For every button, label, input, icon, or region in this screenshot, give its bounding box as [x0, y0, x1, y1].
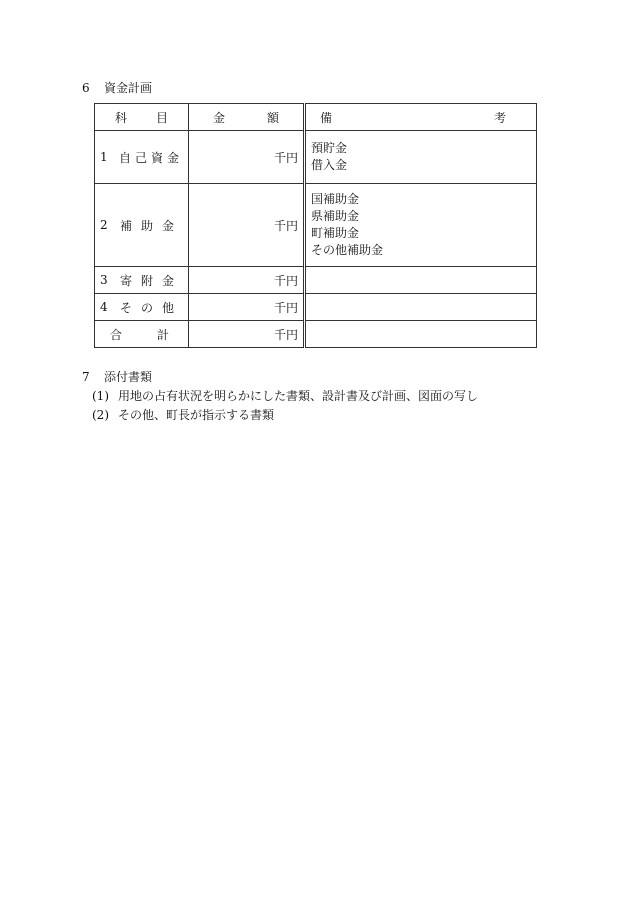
- attachment-item: [92, 408, 274, 422]
- row-remarks: [305, 267, 537, 294]
- header-subject-char-1: 科: [115, 110, 128, 125]
- total-label-char-2: 計: [156, 327, 169, 342]
- table-row: [95, 267, 537, 294]
- remark-line: 町補助金: [311, 226, 360, 240]
- attachment-marker: (2): [92, 408, 109, 422]
- row-number: 1: [100, 150, 108, 164]
- section-6-title: 資金計画: [104, 81, 153, 95]
- header-subject: [95, 104, 189, 131]
- attachment-item: [92, 389, 478, 403]
- row-remarks: [305, 184, 537, 267]
- row-subject: [95, 184, 189, 267]
- section-7-number: 7: [82, 370, 90, 384]
- row-remarks: [305, 131, 537, 184]
- header-remarks-char-1: 備: [320, 110, 333, 125]
- attachment-marker: (1): [92, 389, 109, 403]
- table-total-row: [95, 321, 537, 348]
- row-label: 自己資金: [118, 150, 183, 165]
- section-7-heading: [82, 370, 152, 384]
- total-amount: 千円: [189, 321, 305, 348]
- row-number: 2: [100, 218, 108, 232]
- header-subject-char-2: 目: [155, 110, 168, 125]
- section-6-heading: [82, 81, 152, 95]
- table-row: [95, 184, 537, 267]
- total-label: [95, 321, 189, 348]
- row-number: 4: [100, 300, 108, 314]
- table-row: [95, 131, 537, 184]
- row-number: 3: [100, 273, 108, 287]
- remark-line: その他補助金: [311, 243, 384, 257]
- row-subject: [95, 131, 189, 184]
- row-subject: [95, 294, 189, 321]
- row-label: 寄附金: [119, 273, 183, 288]
- remark-line: 借入金: [311, 158, 348, 172]
- header-remarks-char-2: 考: [493, 110, 506, 125]
- header-amount-char-1: 金: [213, 110, 226, 125]
- row-remarks: [305, 294, 537, 321]
- total-remarks: [305, 321, 537, 348]
- remark-line: 預貯金: [311, 141, 348, 155]
- attachment-text: その他、町長が指示する書類: [118, 408, 275, 422]
- section-6-number: 6: [82, 81, 90, 95]
- row-amount: 千円: [189, 294, 305, 321]
- row-label: その他: [119, 300, 183, 315]
- header-amount-char-2: 額: [266, 110, 279, 125]
- header-amount: [189, 104, 305, 131]
- funding-plan-table: [94, 103, 537, 348]
- row-amount: 千円: [189, 131, 305, 184]
- table-row: [95, 294, 537, 321]
- total-label-char-1: 合: [110, 327, 123, 342]
- row-subject: [95, 267, 189, 294]
- attachment-text: 用地の占有状況を明らかにした書類、設計書及び計画、図面の写し: [118, 389, 479, 403]
- row-amount: 千円: [189, 267, 305, 294]
- table-header-row: [95, 104, 537, 131]
- section-7-title: 添付書類: [104, 370, 153, 384]
- remark-line: 県補助金: [311, 209, 360, 223]
- row-amount: 千円: [189, 184, 305, 267]
- header-remarks: [305, 104, 537, 131]
- remark-line: 国補助金: [311, 192, 360, 206]
- row-label: 補助金: [119, 218, 183, 233]
